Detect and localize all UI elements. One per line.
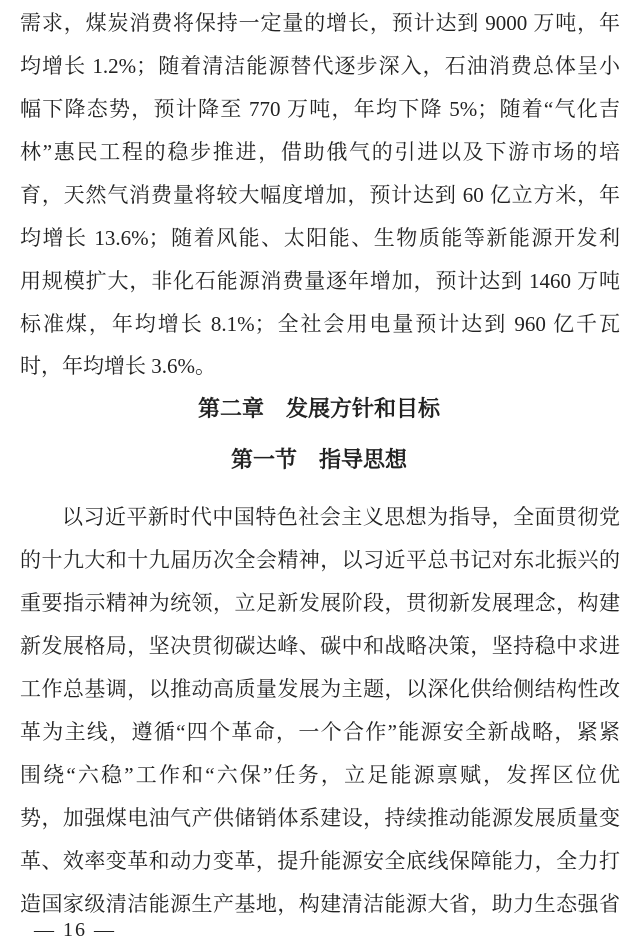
- text-line: 革为主线，遵循“四个革命，一个合作”能源安全新战略，紧紧: [20, 720, 620, 744]
- text-line: 需求，煤炭消费将保持一定量的增长，预计达到 9000 万吨，年: [20, 11, 620, 35]
- text-line: 以习近平新时代中国特色社会主义思想为指导，全面贯彻党: [62, 505, 620, 529]
- text-line: 均增长 13.6%；随着风能、太阳能、生物质能等新能源开发利: [20, 226, 620, 250]
- text-line: 革、效率变革和动力变革，提升能源安全底线保障能力，全力打: [20, 849, 620, 873]
- text-line: 势，加强煤电油气产供储销体系建设，持续推动能源发展质量变: [20, 806, 620, 830]
- text-line: 造国家级清洁能源生产基地，构建清洁能源大省，助力生态强省: [20, 892, 620, 916]
- chapter-title: 第二章 发展方针和目标: [197, 397, 440, 422]
- text-line: 育，天然气消费量将较大幅度增加，预计达到 60 亿立方米，年: [20, 183, 620, 207]
- text-line: 的十九大和十九届历次全会精神，以习近平总书记对东北振兴的: [20, 548, 620, 572]
- text-line: 均增长 1.2%；随着清洁能源替代逐步深入，石油消费总体呈小: [20, 54, 620, 78]
- text-line: 围绕“六稳”工作和“六保”任务，立足能源禀赋，发挥区位优: [20, 763, 620, 787]
- page-number: — 16 —: [34, 919, 116, 941]
- text-line: 标准煤，年均增长 8.1%；全社会用电量预计达到 960 亿千瓦: [20, 312, 620, 336]
- section-title: 第一节 指导思想: [230, 448, 407, 473]
- text-line: 林”惠民工程的稳步推进，借助俄气的引进以及下游市场的培: [20, 140, 620, 164]
- text-line: 工作总基调，以推动高质量发展为主题，以深化供给侧结构性改: [20, 677, 620, 701]
- text-line: 重要指示精神为统领，立足新发展阶段，贯彻新发展理念，构建: [20, 591, 620, 615]
- text-line: 时，年均增长 3.6%。: [20, 354, 216, 378]
- text-line: 幅下降态势，预计降至 770 万吨，年均下降 5%；随着“气化吉: [20, 97, 620, 121]
- text-line: 新发展格局，坚决贯彻碳达峰、碳中和战略决策，坚持稳中求进: [20, 634, 620, 658]
- text-line: 用规模扩大，非化石能源消费量逐年增加，预计达到 1460 万吨: [20, 269, 620, 293]
